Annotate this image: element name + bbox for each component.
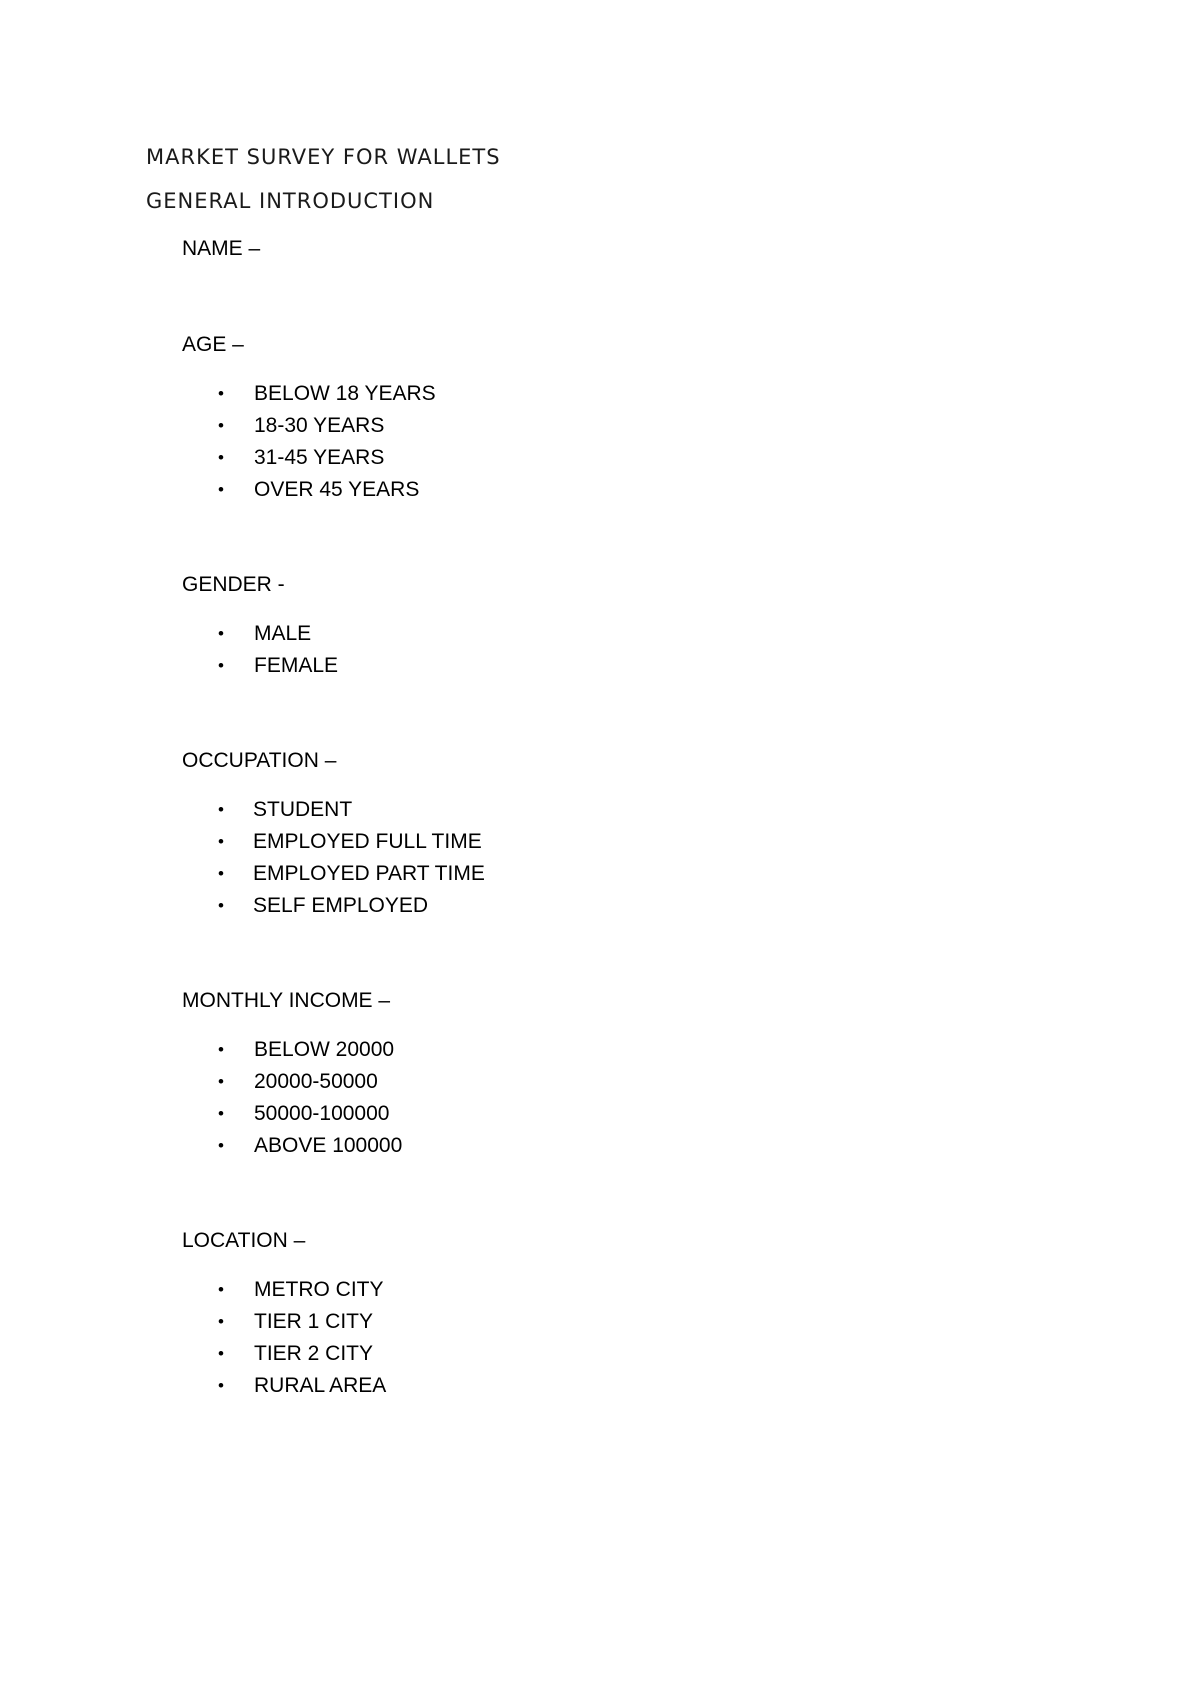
bullet-icon: • — [218, 1280, 224, 1299]
option-label: 31-45 YEARS — [254, 446, 385, 469]
bullet-icon: • — [218, 800, 224, 819]
bullet-icon: • — [218, 480, 224, 499]
question-location-label: LOCATION – — [182, 1229, 306, 1252]
option-label: EMPLOYED PART TIME — [253, 862, 485, 885]
document-title: MARKET SURVEY FOR WALLETS — [146, 145, 501, 169]
bullet-icon: • — [218, 1344, 224, 1363]
question-name-label: NAME – — [182, 237, 261, 260]
bullet-icon: • — [218, 384, 224, 403]
option-label: EMPLOYED FULL TIME — [253, 830, 482, 853]
bullet-icon: • — [218, 448, 224, 467]
option-label: SELF EMPLOYED — [253, 894, 429, 917]
option-label: STUDENT — [253, 798, 353, 821]
question-income-label: MONTHLY INCOME – — [182, 989, 391, 1012]
bullet-icon: • — [218, 1072, 224, 1091]
option-label: 18-30 YEARS — [254, 414, 385, 437]
option-label: METRO CITY — [254, 1278, 384, 1301]
bullet-icon: • — [218, 1136, 224, 1155]
bullet-icon: • — [218, 416, 224, 435]
option-label: ABOVE 100000 — [254, 1134, 403, 1157]
section-heading: GENERAL INTRODUCTION — [146, 189, 435, 213]
option-label: BELOW 18 YEARS — [254, 382, 436, 405]
option-label: OVER 45 YEARS — [254, 478, 420, 501]
option-label: RURAL AREA — [254, 1374, 387, 1397]
question-gender-label: GENDER - — [182, 573, 285, 596]
option-label: TIER 1 CITY — [254, 1310, 374, 1333]
bullet-icon: • — [218, 1312, 224, 1331]
bullet-icon: • — [218, 624, 224, 643]
option-label: 20000-50000 — [254, 1070, 378, 1093]
option-label: FEMALE — [254, 654, 339, 677]
option-label: MALE — [254, 622, 312, 645]
option-label: BELOW 20000 — [254, 1038, 395, 1061]
bullet-icon: • — [218, 896, 224, 915]
question-occupation-label: OCCUPATION – — [182, 749, 337, 772]
bullet-icon: • — [218, 832, 224, 851]
bullet-icon: • — [218, 1376, 224, 1395]
bullet-icon: • — [218, 656, 224, 675]
bullet-icon: • — [218, 864, 224, 883]
bullet-icon: • — [218, 1104, 224, 1123]
bullet-icon: • — [218, 1040, 224, 1059]
question-age-label: AGE – — [182, 333, 244, 356]
option-label: 50000-100000 — [254, 1102, 390, 1125]
option-label: TIER 2 CITY — [254, 1342, 374, 1365]
